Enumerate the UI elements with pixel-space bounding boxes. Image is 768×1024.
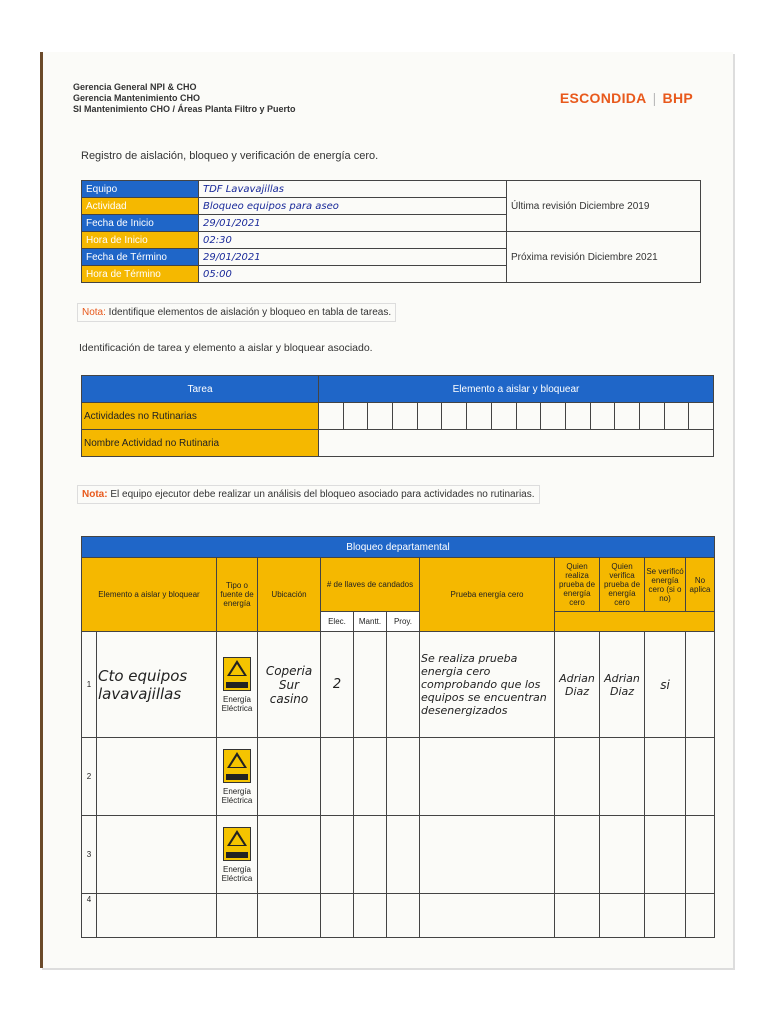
elemento-grid-cell[interactable]: [565, 403, 590, 430]
equipo-label: Equipo: [82, 181, 199, 198]
prueba-cell[interactable]: Se realiza prueba energia cero comprobando que los equipos se encuentran desenergizados: [420, 632, 555, 738]
col-quien-realiza: Quien realiza prueba de energía cero: [555, 558, 600, 612]
elemento-grid-cell[interactable]: [639, 403, 664, 430]
mantt-cell[interactable]: [354, 632, 387, 738]
identificacion-text: Identificación de tarea y elemento a aislar y bloquear asociado.: [79, 342, 373, 354]
row-number: 1: [82, 632, 97, 738]
electrical-hazard-icon: [223, 827, 251, 861]
elemento-grid-cell[interactable]: [417, 403, 442, 430]
se-verifico-cell[interactable]: si: [645, 632, 686, 738]
no-aplica-cell[interactable]: [686, 738, 715, 816]
no-aplica-cell[interactable]: [686, 894, 715, 938]
row-number: 3: [82, 816, 97, 894]
electrical-hazard-icon: [223, 749, 251, 783]
hora-termino-label: Hora de Término: [82, 266, 199, 283]
bloqueo-table: [81, 536, 715, 938]
elemento-grid-cell[interactable]: [664, 403, 689, 430]
proy-cell[interactable]: [387, 632, 420, 738]
header-line-3: SI Mantenimiento CHO / Áreas Planta Filtro y Puerto: [73, 104, 296, 114]
elemento-grid-cell[interactable]: [442, 403, 467, 430]
se-verifico-cell[interactable]: [645, 738, 686, 816]
elemento-grid-cell[interactable]: [491, 403, 516, 430]
col-quien-verifica: Quien verifica prueba de energía cero: [600, 558, 645, 612]
logo-escondida: ESCONDIDA: [559, 90, 647, 106]
tarea-header: Tarea: [82, 376, 319, 403]
col-elec: Elec.: [321, 612, 354, 632]
electrical-hazard-icon: [223, 657, 251, 691]
row-number: 4: [82, 894, 97, 938]
equipo-value[interactable]: TDF Lavavajillas: [199, 181, 507, 198]
bloqueo-title: Bloqueo departamental: [82, 537, 715, 558]
tipo-cell: [217, 816, 258, 894]
quien-realiza-cell[interactable]: [555, 738, 600, 816]
tipo-label: Energía Eléctrica: [221, 694, 253, 713]
mantt-cell[interactable]: [354, 738, 387, 816]
elemento-grid-cell[interactable]: [516, 403, 541, 430]
se-verifico-cell[interactable]: [645, 816, 686, 894]
document-sheet: [40, 52, 733, 968]
quien-verifica-cell[interactable]: [600, 816, 645, 894]
info-table: [81, 180, 701, 283]
proy-cell[interactable]: [387, 894, 420, 938]
elec-cell[interactable]: [321, 894, 354, 938]
tipo-cell: [217, 738, 258, 816]
ubicacion-cell[interactable]: [258, 816, 321, 894]
elemento-grid-cell[interactable]: [319, 403, 344, 430]
quien-verifica-cell[interactable]: [600, 894, 645, 938]
hora-inicio-label: Hora de Inicio: [82, 232, 199, 249]
fecha-termino-value[interactable]: 29/01/2021: [199, 249, 507, 266]
proy-cell[interactable]: [387, 816, 420, 894]
quien-verifica-cell[interactable]: [600, 738, 645, 816]
fecha-inicio-label: Fecha de Inicio: [82, 215, 199, 232]
se-verifico-cell[interactable]: [645, 894, 686, 938]
col-proy: Proy.: [387, 612, 420, 632]
quien-verifica-cell[interactable]: Adrian Diaz: [600, 632, 645, 738]
actividad-label: Actividad: [82, 198, 199, 215]
header-block: [73, 82, 296, 115]
col-tipo: Tipo o fuente de energía: [217, 558, 258, 632]
elemento-grid-cell[interactable]: [615, 403, 640, 430]
col-ubicacion: Ubicación: [258, 558, 321, 632]
ubicacion-cell[interactable]: [258, 894, 321, 938]
elemento-header: Elemento a aislar y bloquear: [319, 376, 714, 403]
elemento-grid-cell[interactable]: [689, 403, 714, 430]
actividades-no-rutinarias-label: Actividades no Rutinarias: [82, 403, 319, 430]
tipo-label: Energía Eléctrica: [221, 786, 253, 805]
actividad-value[interactable]: Bloqueo equipos para aseo: [199, 198, 507, 215]
tarea-table: [81, 375, 714, 457]
elemento-grid-cell[interactable]: [343, 403, 368, 430]
elemento-grid-cell[interactable]: [393, 403, 418, 430]
note-identifique: [77, 303, 396, 322]
nombre-actividad-field[interactable]: [319, 430, 714, 457]
note-1-text: Identifique elementos de aislación y bloqueo en tabla de tareas.: [105, 307, 392, 318]
col-mantt: Mantt.: [354, 612, 387, 632]
prueba-cell[interactable]: [420, 738, 555, 816]
note-2-prefix: Nota:: [82, 489, 108, 500]
elemento-cell[interactable]: [97, 738, 217, 816]
elemento-grid-cell[interactable]: [467, 403, 492, 430]
elemento-cell[interactable]: [97, 816, 217, 894]
col-elemento: Elemento a aislar y bloquear: [82, 558, 217, 632]
logo-bhp: BHP: [662, 90, 693, 106]
fecha-inicio-value[interactable]: 29/01/2021: [199, 215, 507, 232]
tipo-cell: [217, 632, 258, 738]
col-no-aplica: No aplica: [686, 558, 715, 612]
col-se-verifico: Se verificó energía cero (si o no): [645, 558, 686, 612]
quien-realiza-cell[interactable]: Adrian Diaz: [555, 632, 600, 738]
nombre-actividad-label: Nombre Actividad no Rutinaria: [82, 430, 319, 457]
elec-cell[interactable]: [321, 738, 354, 816]
no-aplica-cell[interactable]: [686, 632, 715, 738]
ubicacion-cell[interactable]: Coperia Sur casino: [258, 632, 321, 738]
elemento-grid-cell[interactable]: [541, 403, 566, 430]
header-spacer: [555, 612, 715, 632]
fecha-termino-label: Fecha de Término: [82, 249, 199, 266]
row-number: 2: [82, 738, 97, 816]
header-line-2: Gerencia Mantenimiento CHO: [73, 93, 201, 103]
mantt-cell[interactable]: [354, 894, 387, 938]
tipo-label: Energía Eléctrica: [221, 864, 253, 883]
note-equipo-ejecutor: [77, 485, 540, 504]
prueba-cell[interactable]: [420, 894, 555, 938]
elemento-cell[interactable]: [97, 894, 217, 938]
elemento-grid-cell[interactable]: [590, 403, 615, 430]
mantt-cell[interactable]: [354, 816, 387, 894]
elemento-grid-cell[interactable]: [368, 403, 393, 430]
elec-cell[interactable]: 2: [321, 632, 354, 738]
tipo-cell[interactable]: [217, 894, 258, 938]
escondida-bhp-logo: [560, 90, 693, 106]
quien-realiza-cell[interactable]: [555, 894, 600, 938]
prueba-cell[interactable]: [420, 816, 555, 894]
hora-termino-value[interactable]: 05:00: [199, 266, 507, 283]
col-prueba: Prueba energía cero: [420, 558, 555, 632]
elec-cell[interactable]: [321, 816, 354, 894]
proxima-revision: Próxima revisión Diciembre 2021: [507, 232, 701, 283]
document-subtitle: Registro de aislación, bloqueo y verificación de energía cero.: [81, 150, 379, 162]
logo-separator: |: [652, 90, 657, 106]
header-line-1: Gerencia General NPI & CHO: [73, 82, 197, 92]
proy-cell[interactable]: [387, 738, 420, 816]
col-llaves: # de llaves de candados: [321, 558, 420, 612]
hora-inicio-value[interactable]: 02:30: [199, 232, 507, 249]
elemento-cell[interactable]: Cto equipos lavavajillas: [97, 632, 217, 738]
note-2-text: El equipo ejecutor debe realizar un análisis del bloqueo asociado para actividades no rutinarias.: [107, 489, 535, 500]
quien-realiza-cell[interactable]: [555, 816, 600, 894]
ultima-revision: Última revisión Diciembre 2019: [507, 181, 701, 232]
ubicacion-cell[interactable]: [258, 738, 321, 816]
note-1-prefix: Nota:: [82, 307, 106, 318]
no-aplica-cell[interactable]: [686, 816, 715, 894]
